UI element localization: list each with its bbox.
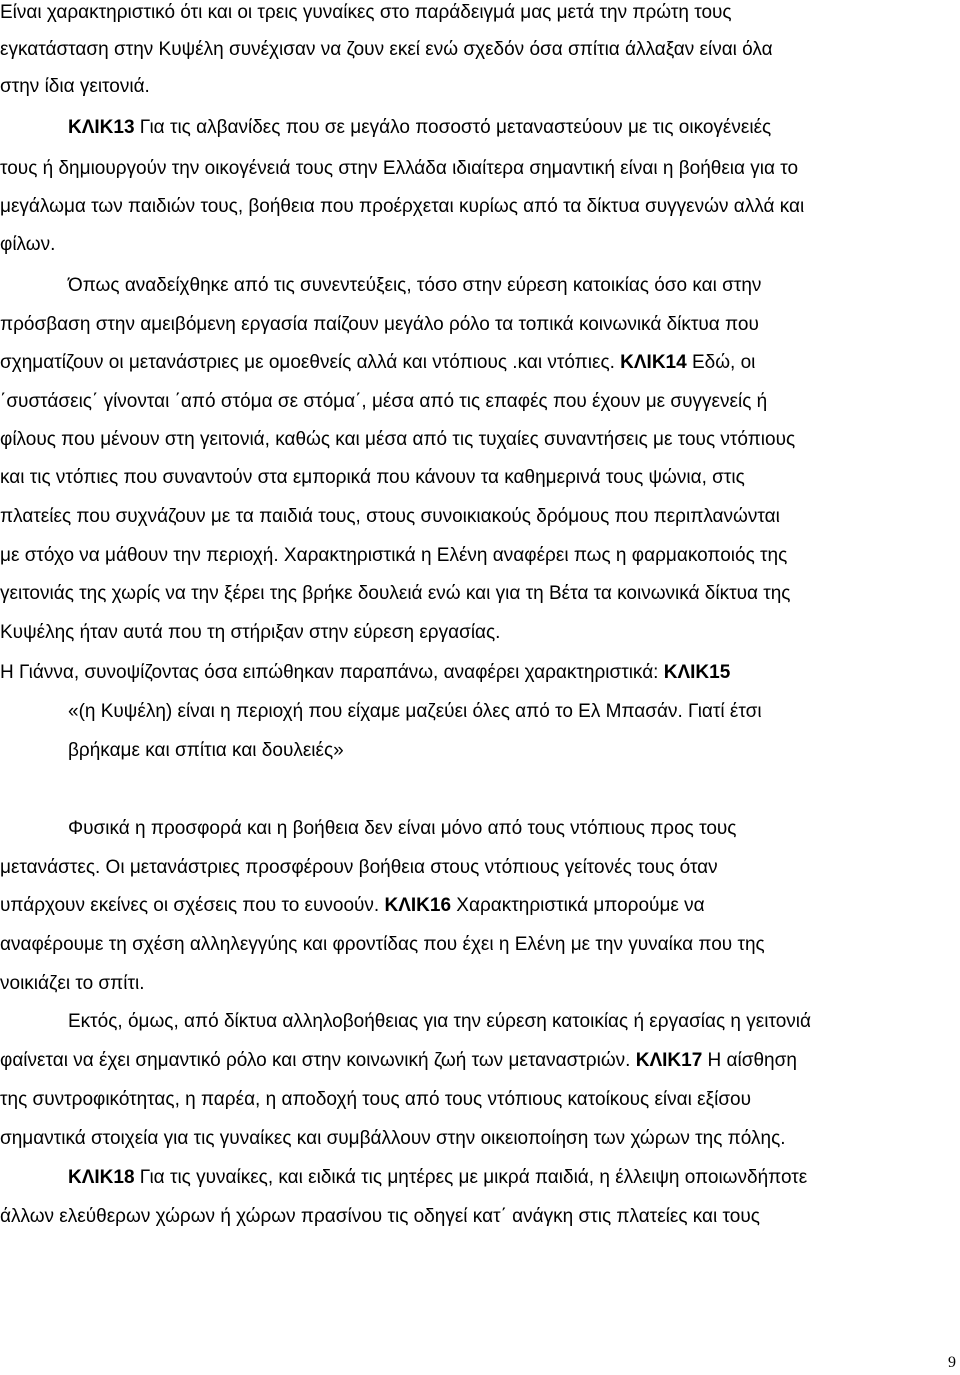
paragraph-line: μετανάστες. Οι μετανάστριες προσφέρουν βοήθεια στους ντόπιους γείτονές τους όταν [0,857,718,878]
paragraph-line: μεγάλωμα των παιδιών τους, βοήθεια που προέρχεται κυρίως από τα δίκτυα συγγενών αλλά και [0,196,805,217]
click-marker: ΚΛΙΚ16 [384,895,452,916]
paragraph-line: νοικιάζει το σπίτι. [0,973,145,994]
paragraph-line: ΄συστάσεις΄ γίνονται ΄από στόμα σε στόμα΄, μέσα από τις επαφές που έχουν με συγγενείς ή [0,391,768,412]
paragraph-line: Εκτός, όμως, από δίκτυα αλληλοβοήθειας για την εύρεση κατοικίας ή εργασίας η γειτονιά [68,1011,811,1032]
page-number: 9 [948,1354,956,1371]
click-marker: ΚΛΙΚ17 [635,1050,703,1071]
paragraph-line: ΚΛΙΚ18 Για τις γυναίκες, και ειδικά τις μητέρες με μικρά παιδιά, η έλλειψη οποιωνδήποτε [68,1167,808,1188]
paragraph-line: ΚΛΙΚ13 Για τις αλβανίδες που σε μεγάλο ποσοστό μεταναστεύουν με τις οικογένειές [68,117,772,138]
paragraph-line: πρόσβαση στην αμειβόμενη εργασία παίζουν μεγάλο ρόλο τα τοπικά κοινωνικά δίκτυα που [0,314,759,335]
quote-line: «(η Κυψέλη) είναι η περιοχή που είχαμε μαζεύει όλες από το Ελ Μπασάν. Γιατί έτσι [68,701,762,722]
click-marker: ΚΛΙΚ18 [68,1167,135,1188]
click-marker: ΚΛΙΚ13 [68,117,135,138]
paragraph-line: σχηματίζουν οι μετανάστριες με ομοεθνείς αλλά και ντόπιους .και ντόπιες. ΚΛΙΚ14 Εδώ, οι [0,352,756,373]
paragraph-line: Όπως αναδείχθηκε από τις συνεντεύξεις, τόσο στην εύρεση κατοικίας όσο και στην [68,275,762,296]
quote-line: βρήκαμε και σπίτια και δουλειές» [68,740,344,761]
paragraph-line: σημαντικά στοιχεία για τις γυναίκες και συμβάλλουν στην οικειοποίηση των χώρων της πόλης. [0,1128,786,1149]
paragraph-line: πλατείες που συχνάζουν με τα παιδιά τους, στους συνοικιακούς δρόμους που περιπλανώνται [0,506,780,527]
paragraph-line: της συντροφικότητας, η παρέα, η αποδοχή τους από τους ντόπιους κατοίκους είναι εξίσου [0,1089,752,1110]
paragraph-line: άλλων ελεύθερων χώρων ή χώρων πρασίνου τις οδηγεί κατ΄ ανάγκη στις πλατείες και τους [0,1206,760,1227]
paragraph-line: εγκατάσταση στην Κυψέλη συνέχισαν να ζουν εκεί ενώ σχεδόν όσα σπίτια άλλαξαν είναι όλα [0,39,773,60]
paragraph-line: φαίνεται να έχει σημαντικό ρόλο και στην κοινωνική ζωή των μεταναστριών. ΚΛΙΚ17 Η αίσθηση [0,1050,797,1071]
paragraph-line: φίλους που μένουν στη γειτονιά, καθώς και μέσα από τις τυχαίες συναντήσεις με τους ντόπιους [0,429,796,450]
paragraph-line: Κυψέλης ήταν αυτά που τη στήριξαν στην εύρεση εργασίας. [0,622,501,643]
paragraph-line: γειτονιάς της χωρίς να την ξέρει της βρήκε δουλειά ενώ και για τη Βέτα τα κοινωνικά δίκτυα της [0,583,791,604]
paragraph-line: Είναι χαρακτηριστικό ότι και οι τρεις γυναίκες στο παράδειγμά μας μετά την πρώτη τους [0,2,732,23]
paragraph-line: με στόχο να μάθουν την περιοχή. Χαρακτηριστικά η Ελένη αναφέρει πως η φαρμακοποιός της [0,545,788,566]
paragraph-line: Φυσικά η προσφορά και η βοήθεια δεν είναι μόνο από τους ντόπιους προς τους [68,818,737,839]
paragraph-line: φίλων. [0,234,56,255]
paragraph-line: Η Γιάννα, συνοψίζοντας όσα ειπώθηκαν παραπάνω, αναφέρει χαρακτηριστικά: ΚΛΙΚ15 [0,662,731,683]
paragraph-line: και τις ντόπιες που συναντούν στα εμπορικά που κάνουν τα καθημερινά τους ψώνια, στις [0,467,745,488]
click-marker: ΚΛΙΚ14 [620,352,687,373]
paragraph-line: τους ή δημιουργούν την οικογένειά τους στην Ελλάδα ιδιαίτερα σημαντική είναι η βοήθεια για το [0,158,799,179]
paragraph-line: στην ίδια γειτονιά. [0,76,150,97]
paragraph-line: αναφέρουμε τη σχέση αλληλεγγύης και φροντίδας που έχει η Ελένη με την γυναίκα που της [0,934,765,955]
click-marker: ΚΛΙΚ15 [663,662,731,683]
paragraph-line: υπάρχουν εκείνες οι σχέσεις που το ευνοούν. ΚΛΙΚ16 Χαρακτηριστικά μπορούμε να [0,895,705,916]
